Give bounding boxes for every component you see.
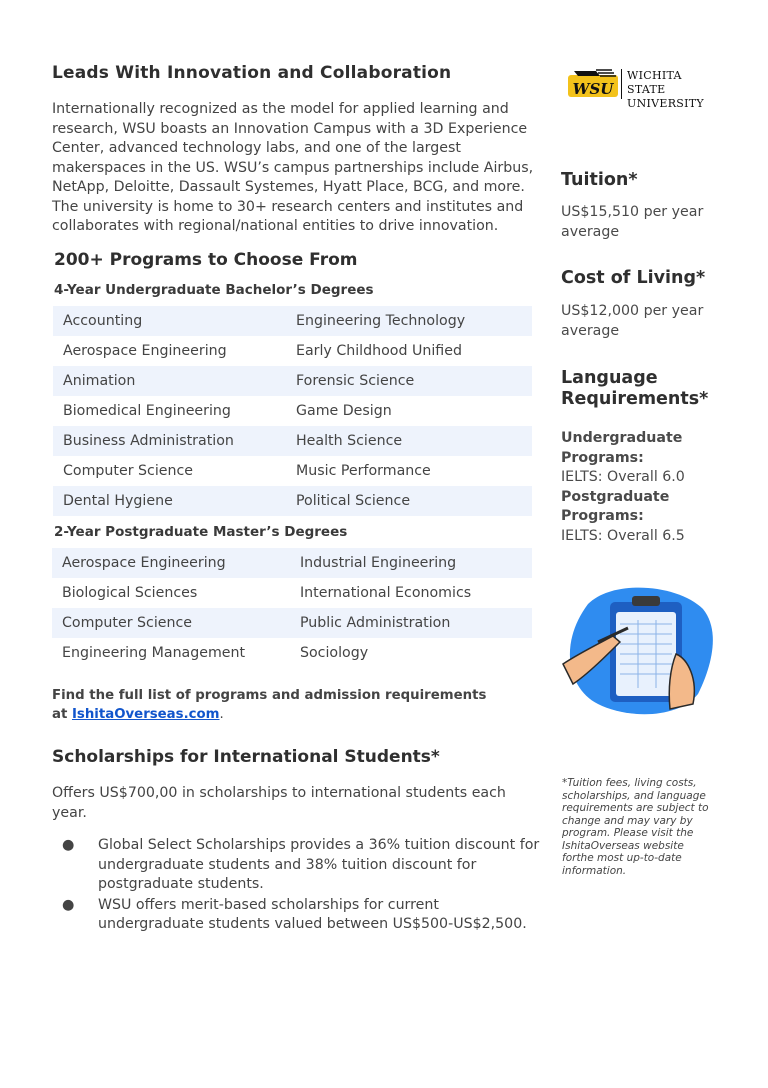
table-cell: Accounting: [53, 306, 286, 336]
wsu-shocker-icon: [566, 67, 620, 103]
section-heading-scholarships: Scholarships for International Students*: [52, 747, 440, 767]
table-row: [53, 366, 532, 396]
scholarship-bullet-list: [62, 836, 542, 936]
section-heading-programs: 200+ Programs to Choose From: [54, 250, 358, 270]
table-cell: Public Administration: [290, 608, 532, 638]
postgrad-programs-table: [52, 548, 532, 668]
postgrad-subheading: 2-Year Postgraduate Master’s Degrees: [54, 524, 348, 540]
find-at: at: [52, 707, 68, 722]
innovation-paragraph: Internationally recognized as the model for applied learning and research, WSU boasts an Innovation Campus with a 3D Experience Center, advanced technology labs, and one of the largest makerspaces in the US. WSU’s campus partnerships include Airbus, NetApp, Deloitte, Dassault Systemes, Hyatt Place, BCG, and more. The university is home to 30+ research centers and institutes and collaborates with regional/national entities to drive innovation.: [52, 101, 534, 234]
table-cell: Biomedical Engineering: [63, 403, 231, 419]
logo-line-2: UNIVERSITY: [627, 97, 704, 110]
table-cell: Health Science: [286, 426, 532, 456]
table-cell: Computer Science: [52, 608, 290, 638]
undergrad-subheading: 4-Year Undergraduate Bachelor’s Degrees: [54, 282, 374, 298]
find-text: Find the full list of programs and admission requirements: [52, 688, 487, 703]
logo-wordmark: [627, 69, 716, 111]
table-row: [53, 306, 532, 336]
scholarships-paragraph: Offers US$700,00 in scholarships to international students each year.: [52, 785, 506, 821]
table-cell: Computer Science: [63, 463, 194, 479]
list-item: [62, 836, 542, 895]
clipboard-illustration-icon: [558, 584, 718, 719]
table-cell: Sociology: [300, 645, 369, 661]
table-row: [53, 336, 532, 366]
tuition-heading: Tuition*: [561, 170, 638, 190]
ishita-overseas-link[interactable]: IshitaOverseas.com: [71, 707, 220, 722]
table-cell: Animation: [53, 366, 286, 396]
logo-mark-text: WSU: [572, 80, 614, 98]
table-row: [52, 578, 532, 608]
bullet-text: Global Select Scholarships provides a 36% tuition discount for undergraduate students and 38% tuition discount for postgraduate students.: [98, 837, 540, 892]
bullet-icon: ●: [62, 896, 75, 913]
section-heading-innovation: Leads With Innovation and Collaboration: [52, 63, 452, 83]
ug-ielts: IELTS: Overall 6.0: [561, 469, 685, 485]
table-cell: Industrial Engineering: [290, 548, 532, 578]
wsu-logo: [566, 67, 716, 110]
table-row: [53, 456, 532, 486]
language-heading: Language Requirements*: [561, 368, 709, 409]
table-row: [53, 486, 532, 516]
table-cell: Forensic Science: [286, 366, 532, 396]
table-cell: Aerospace Engineering: [52, 548, 290, 578]
cost-of-living-value: US$12,000 per year average: [561, 303, 704, 339]
table-cell: Engineering Management: [62, 645, 246, 661]
pg-label: Postgraduate Programs:: [561, 488, 670, 524]
language-requirements: [561, 429, 711, 546]
table-row: [53, 426, 532, 456]
bullet-icon: ●: [62, 837, 75, 853]
table-cell: Political Science: [286, 486, 532, 516]
undergrad-programs-table: [53, 306, 532, 516]
table-cell: Early Childhood Unified: [296, 343, 462, 359]
logo-line-1: WICHITA STATE: [627, 69, 682, 96]
table-row: [53, 396, 532, 426]
find-period: .: [219, 707, 224, 722]
table-cell: Game Design: [296, 403, 392, 419]
table-cell: Business Administration: [53, 426, 286, 456]
logo-divider: [621, 69, 622, 99]
table-cell: Dental Hygiene: [53, 486, 286, 516]
table-cell: Engineering Technology: [286, 306, 532, 336]
pg-ielts: IELTS: Overall 6.5: [561, 527, 685, 544]
list-item: [62, 896, 542, 935]
disclaimer-footnote: *Tuition fees, living costs, scholarships, and language requirements are subject to change and may vary by program. Please visit the IshitaOverseas website forthe most up-to-date information.: [562, 777, 709, 877]
table-cell: Music Performance: [296, 463, 431, 479]
find-programs-note: [52, 686, 486, 724]
cost-of-living-heading: Cost of Living*: [561, 268, 706, 288]
table-row: [52, 548, 532, 578]
table-cell: Biological Sciences: [62, 585, 198, 601]
bullet-text: WSU offers merit-based scholarships for current undergraduate students valued between US$500-US$2,500.: [98, 896, 527, 932]
table-cell: International Economics: [300, 585, 472, 601]
table-row: [52, 608, 532, 638]
table-row: [52, 638, 532, 668]
ug-label: Undergraduate Programs:: [561, 430, 683, 466]
tuition-value: US$15,510 per year average: [561, 204, 704, 240]
table-cell: Aerospace Engineering: [63, 343, 227, 359]
